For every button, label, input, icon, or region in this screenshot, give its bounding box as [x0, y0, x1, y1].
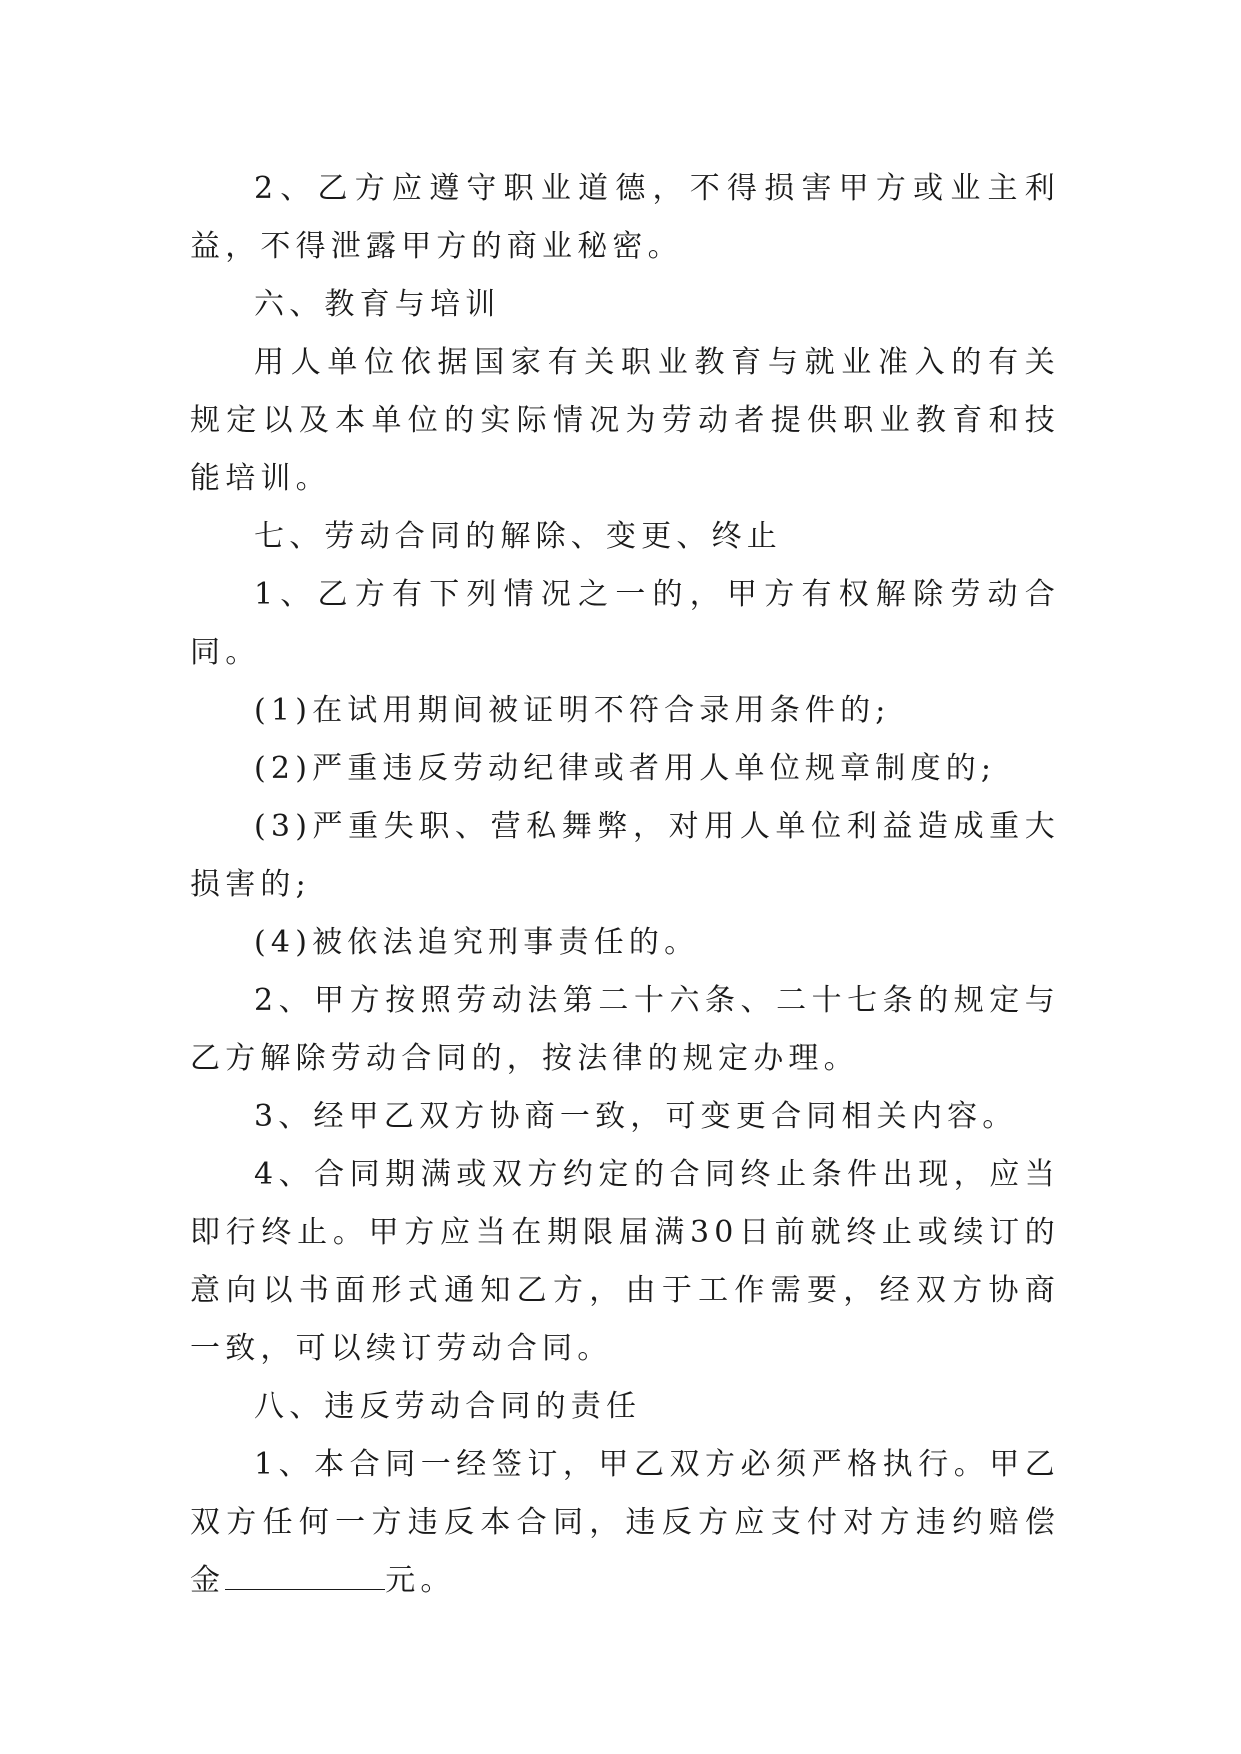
- document-body: [190, 160, 1060, 1610]
- compensation-text: 1、本合同一经签订，甲乙双方必须严格执行。甲乙双方任何一方违反本合同，违反方应支付对方违约赔偿金: [190, 1447, 1060, 1598]
- amount-unit: 元。: [385, 1563, 456, 1598]
- paragraph-breach-compensation: [190, 1436, 1060, 1610]
- list-item-criminal: (4)被依法追究刑事责任的。: [254, 925, 700, 960]
- paragraph-amendment: 3、经甲乙双方协商一致，可变更合同相关内容。: [254, 1099, 1018, 1134]
- list-item-discipline: (2)严重违反劳动纪律或者用人单位规章制度的;: [254, 751, 997, 786]
- list-item-misconduct: (3)严重失职、营私舞弊，对用人单位利益造成重大损害的;: [190, 809, 1060, 902]
- paragraph-termination-rights: 1、乙方有下列情况之一的，甲方有权解除劳动合同。: [190, 577, 1060, 670]
- paragraph-expiry-renewal: 4、合同期满或双方约定的合同终止条件出现，应当即行终止。甲方应当在期限届满30日前就终止或续订的意向以书面形式通知乙方，由于工作需要，经双方协商一致，可以续订劳动合同。: [190, 1157, 1060, 1366]
- heading-termination: 七、劳动合同的解除、变更、终止: [254, 519, 782, 554]
- paragraph-confidentiality: 2、乙方应遵守职业道德，不得损害甲方或业主利益，不得泄露甲方的商业秘密。: [190, 171, 1060, 264]
- list-item-probation: (1)在试用期间被证明不符合录用条件的;: [254, 693, 891, 728]
- paragraph-vocational-training: 用人单位依据国家有关职业教育与就业准入的有关规定以及本单位的实际情况为劳动者提供职业教育和技能培训。: [190, 345, 1060, 496]
- amount-blank-line: [225, 1567, 385, 1590]
- heading-breach-liability: 八、违反劳动合同的责任: [254, 1389, 642, 1424]
- paragraph-labor-law: 2、甲方按照劳动法第二十六条、二十七条的规定与乙方解除劳动合同的，按法律的规定办理。: [190, 983, 1060, 1076]
- heading-education-training: 六、教育与培训: [254, 287, 501, 322]
